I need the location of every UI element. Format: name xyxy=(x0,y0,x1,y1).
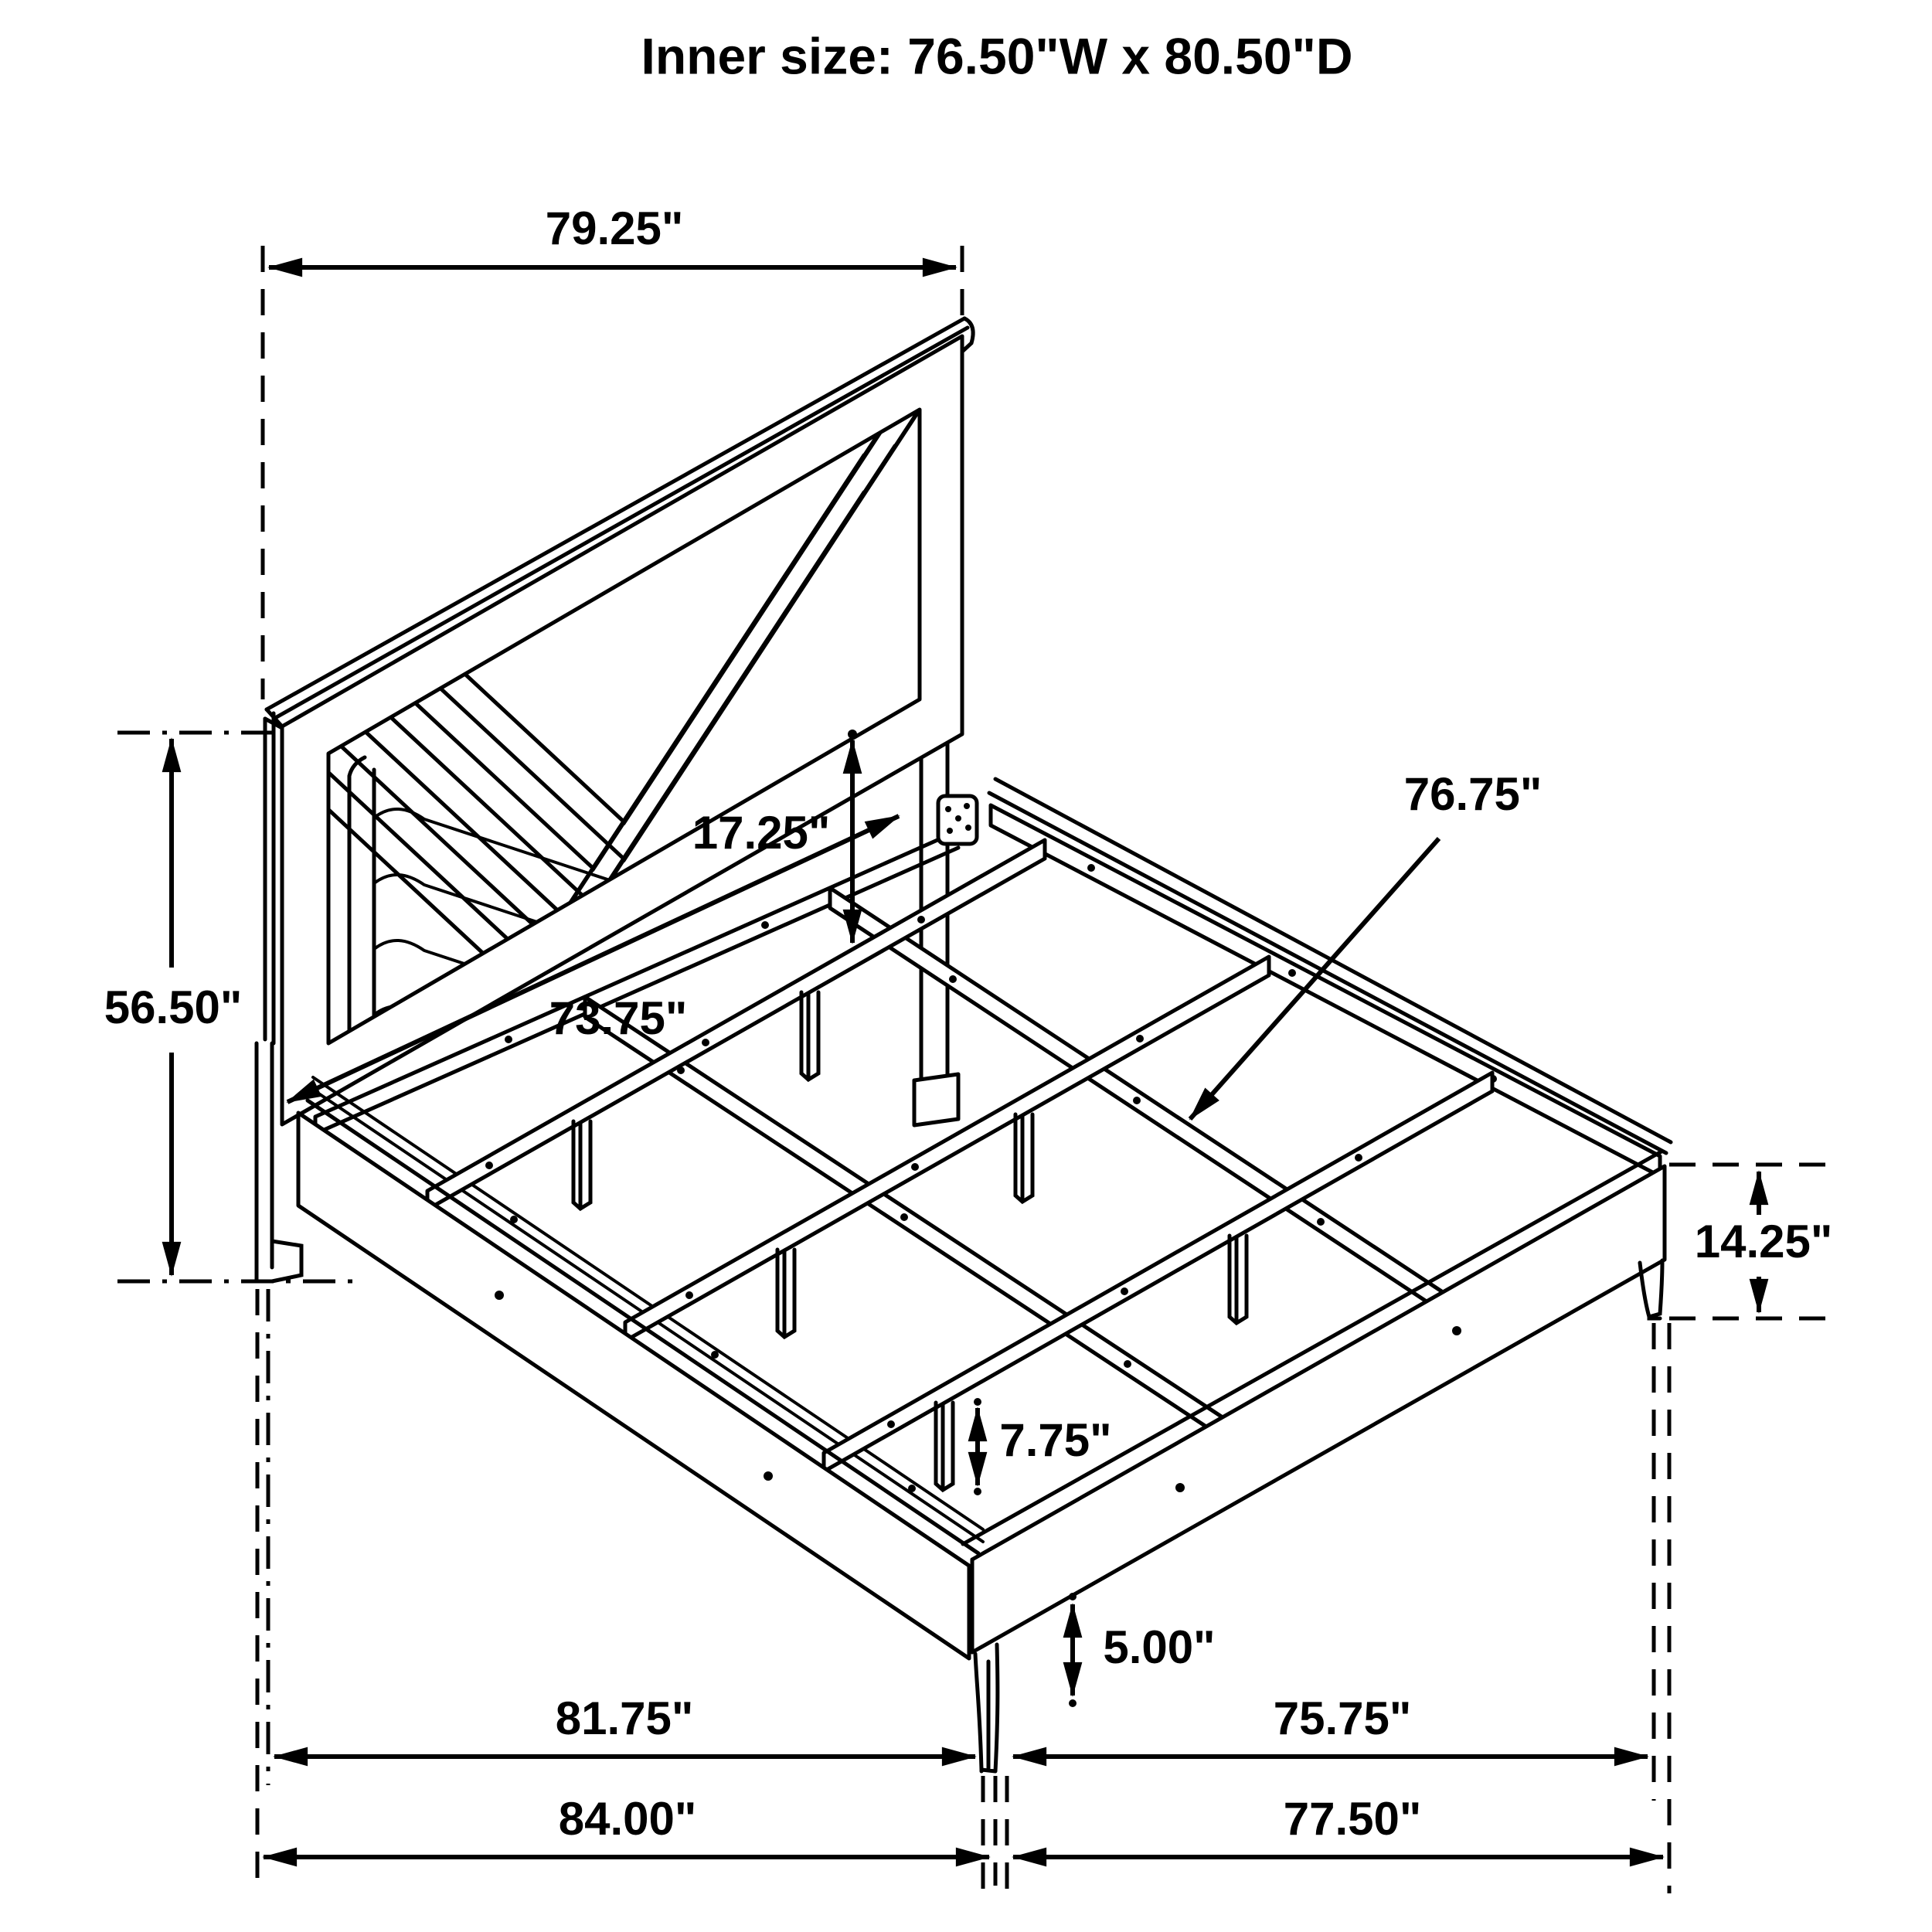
headboard-left-foot xyxy=(257,1241,301,1281)
dim-label-76-75: 76.75" xyxy=(1403,767,1543,820)
dim-rail-clearance xyxy=(1069,1593,1216,1707)
dim-label-17-25: 17.25" xyxy=(692,806,831,859)
dim-front-leg-to-foot xyxy=(1013,1692,1648,1757)
dim-label-56-50: 56.50" xyxy=(104,981,243,1033)
dim-label-79-25: 79.25" xyxy=(545,202,684,254)
front-left-leg xyxy=(975,1645,998,1771)
dim-center-leg-height xyxy=(974,1398,1112,1495)
headboard-left-post xyxy=(257,1043,272,1281)
dim-label-77-50: 77.50" xyxy=(1283,1792,1422,1845)
dim-label-5-00: 5.00" xyxy=(1103,1621,1216,1673)
dim-label-84-00: 84.00" xyxy=(558,1792,697,1845)
dim-label-73-75: 73.75" xyxy=(549,992,688,1044)
foot-rail xyxy=(972,1166,1665,1652)
dim-overall-width xyxy=(1013,1793,1663,1857)
slat-leg xyxy=(801,992,818,1080)
dim-label-14-25: 14.25" xyxy=(1694,1215,1833,1267)
headboard-right-foot xyxy=(914,1074,958,1125)
dim-label-81-75: 81.75" xyxy=(555,1692,694,1744)
slat-leg xyxy=(936,1403,953,1490)
right-slat-ledge xyxy=(991,805,1660,1176)
slat-leg xyxy=(573,1121,590,1209)
dim-label-7-75: 7.75" xyxy=(999,1413,1112,1466)
slat-leg xyxy=(777,1250,794,1337)
page-title: Inner size: 76.50"W x 80.50"D xyxy=(641,27,1353,85)
dim-overall-length xyxy=(264,1793,989,1857)
dim-footboard-height xyxy=(1669,1165,1832,1318)
slat-leg xyxy=(1230,1236,1247,1323)
slat-leg xyxy=(1015,1114,1032,1202)
dim-label-75-75: 75.75" xyxy=(1273,1692,1412,1744)
dim-headboard-to-front-leg xyxy=(274,1692,975,1757)
right-rail-top xyxy=(989,779,1671,1153)
left-side-rail-rim xyxy=(308,1100,978,1553)
